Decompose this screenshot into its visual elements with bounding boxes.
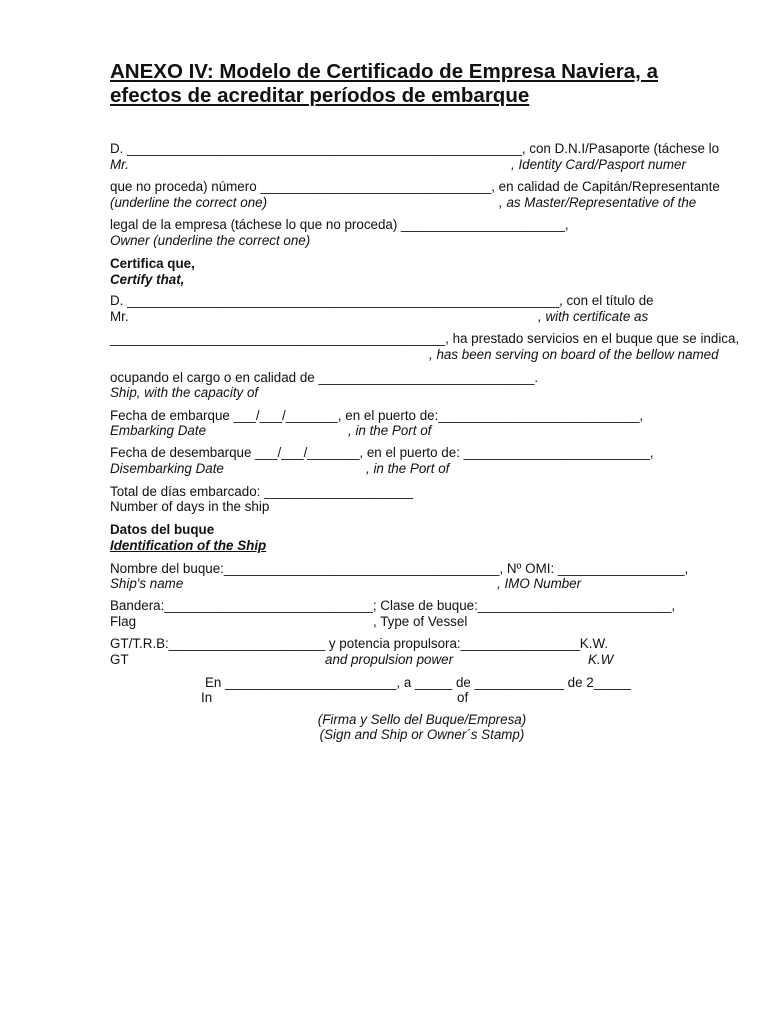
certify-heading: Certify that, (110, 272, 185, 287)
desembarque-line-en-b: , in the Port of (366, 461, 450, 476)
gt-line: GT/T.R.B:_____________________ y potencia propulsora:________________K.W. (110, 636, 609, 651)
cargo-line-en: Ship, with the capacity of (110, 385, 259, 400)
legal-line: legal de la empresa (táchese lo que no proceda) ______________________, (110, 217, 569, 232)
gt-line-en-a: GT (110, 652, 129, 667)
bandera-line-en-b: , Type of Vessel (373, 614, 468, 629)
d-line-en-b: , Identity Card/Pasport numer (511, 157, 686, 172)
d2-line: D. __________________________________________________________, con el título de (110, 293, 654, 308)
servicios-line-en: , has been serving on board of the bellow named (429, 347, 719, 362)
desembarque-line: Fecha de desembarque ___/___/_______, en el puerto de: _________________________, (110, 445, 654, 460)
d2-line-en-b: , with certificate as (538, 309, 649, 324)
d2-line-en-a: Mr. (110, 309, 129, 324)
numero-line-en-b: , as Master/Representative of the (499, 195, 697, 210)
firma-caption: (Firma y Sello del Buque/Empresa) (317, 712, 527, 727)
embarque-line-en-a: Embarking Date (110, 423, 207, 438)
nombre-line-en-a: Ship's name (110, 576, 184, 591)
embarque-line: Fecha de embarque ___/___/_______, en el puerto de:___________________________, (110, 408, 644, 423)
cargo-line: ocupando el cargo o en calidad de _____________________________. (110, 370, 539, 385)
total-line-en: Number of days in the ship (110, 499, 270, 514)
identification-heading: Identification of the Ship (110, 538, 267, 553)
servicios-line: _____________________________________________, ha prestado servicios en el buque que se indica, (110, 331, 740, 346)
nombre-line-en-b: , IMO Number (497, 576, 582, 591)
en-line-en-b: of (457, 690, 469, 705)
sign-caption: (Sign and Ship or Owner´s Stamp) (319, 727, 525, 742)
d-line: D. _____________________________________________________, con D.N.I/Pasaporte (táchese lo (110, 141, 720, 156)
gt-line-en-b: and propulsion power (325, 652, 454, 667)
gt-line-en-c: K.W (588, 652, 614, 667)
document-title (110, 60, 732, 108)
en-line-en-a: In (201, 690, 213, 705)
datos-heading: Datos del buque (110, 522, 215, 537)
title-line-1: ANEXO IV: Modelo de Certificado de Empresa Naviera, a (110, 60, 658, 83)
bandera-line: Bandera:____________________________; Clase de buque:__________________________, (110, 598, 676, 613)
legal-line-en: Owner (underline the correct one) (110, 233, 311, 248)
total-line: Total de días embarcado: ____________________ (110, 484, 414, 499)
bandera-line-en-a: Flag (110, 614, 137, 629)
desembarque-line-en-a: Disembarking Date (110, 461, 224, 476)
title-line-2: efectos de acreditar períodos de embarque (110, 84, 530, 107)
nombre-line: Nombre del buque:_____________________________________, Nº OMI: _________________, (110, 561, 689, 576)
d-line-en-a: Mr. (110, 157, 129, 172)
certifica-heading: Certifica que, (110, 256, 195, 271)
embarque-line-en-b: , in the Port of (348, 423, 432, 438)
numero-line-en-a: (underline the correct one) (110, 195, 268, 210)
numero-line: que no proceda) número _______________________________, en calidad de Capitán/Representante (110, 179, 720, 194)
en-line: En _______________________, a _____ de ____________ de 2_____ (205, 675, 631, 690)
